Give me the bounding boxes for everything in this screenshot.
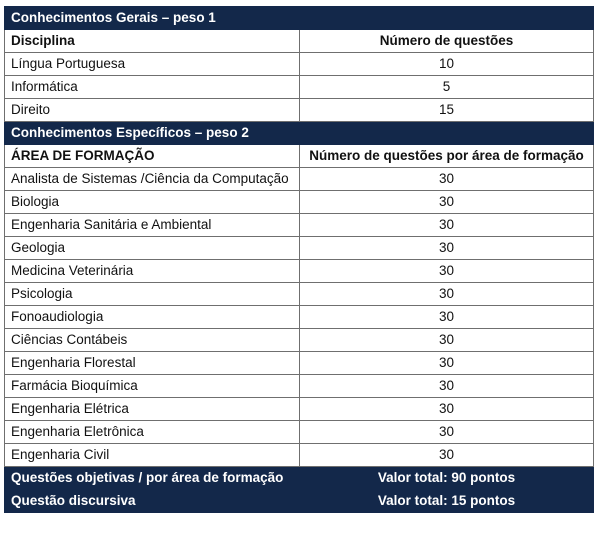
total-discursive-row bbox=[5, 490, 594, 513]
total-objective-row bbox=[5, 467, 594, 490]
area-name: Ciências Contábeis bbox=[5, 329, 300, 352]
question-count: 30 bbox=[300, 375, 594, 398]
section-general-header-row bbox=[5, 30, 594, 53]
total-discursive-label: Questão discursiva bbox=[5, 490, 300, 513]
table-row bbox=[5, 99, 594, 122]
question-count: 30 bbox=[300, 191, 594, 214]
area-name: Engenharia Elétrica bbox=[5, 398, 300, 421]
question-count: 10 bbox=[300, 53, 594, 76]
section-general-band bbox=[5, 7, 594, 30]
table-row bbox=[5, 421, 594, 444]
col-header-questoes-por-area: Número de questões por área de formação bbox=[300, 145, 594, 168]
area-name: Psicologia bbox=[5, 283, 300, 306]
table-row bbox=[5, 375, 594, 398]
area-name: Medicina Veterinária bbox=[5, 260, 300, 283]
question-count: 30 bbox=[300, 283, 594, 306]
question-count: 30 bbox=[300, 352, 594, 375]
area-name: Geologia bbox=[5, 237, 300, 260]
area-name: Engenharia Florestal bbox=[5, 352, 300, 375]
table-row bbox=[5, 444, 594, 467]
subject-name: Direito bbox=[5, 99, 300, 122]
question-count: 30 bbox=[300, 329, 594, 352]
question-count: 30 bbox=[300, 306, 594, 329]
col-header-area-formacao: ÁREA DE FORMAÇÃO bbox=[5, 145, 300, 168]
subject-name: Língua Portuguesa bbox=[5, 53, 300, 76]
col-header-disciplina: Disciplina bbox=[5, 30, 300, 53]
subject-name: Informática bbox=[5, 76, 300, 99]
question-count: 5 bbox=[300, 76, 594, 99]
table-row bbox=[5, 191, 594, 214]
table-row bbox=[5, 53, 594, 76]
area-name: Fonoaudiologia bbox=[5, 306, 300, 329]
section-specific-title: Conhecimentos Específicos – peso 2 bbox=[5, 122, 594, 145]
table-row bbox=[5, 283, 594, 306]
area-name: Analista de Sistemas /Ciência da Computação bbox=[5, 168, 300, 191]
table-row bbox=[5, 329, 594, 352]
question-count: 30 bbox=[300, 421, 594, 444]
table-row bbox=[5, 260, 594, 283]
table-row bbox=[5, 398, 594, 421]
question-count: 30 bbox=[300, 398, 594, 421]
table-row bbox=[5, 352, 594, 375]
col-header-numero-questoes: Número de questões bbox=[300, 30, 594, 53]
table-row bbox=[5, 237, 594, 260]
exam-distribution-table bbox=[4, 6, 594, 513]
area-name: Engenharia Sanitária e Ambiental bbox=[5, 214, 300, 237]
area-name: Biologia bbox=[5, 191, 300, 214]
question-count: 30 bbox=[300, 444, 594, 467]
section-specific-band bbox=[5, 122, 594, 145]
question-count: 30 bbox=[300, 237, 594, 260]
total-discursive-value: Valor total: 15 pontos bbox=[300, 490, 594, 513]
area-name: Farmácia Bioquímica bbox=[5, 375, 300, 398]
area-name: Engenharia Civil bbox=[5, 444, 300, 467]
table-row bbox=[5, 168, 594, 191]
total-objective-label: Questões objetivas / por área de formação bbox=[5, 467, 300, 490]
question-count: 30 bbox=[300, 260, 594, 283]
table-row bbox=[5, 214, 594, 237]
area-name: Engenharia Eletrônica bbox=[5, 421, 300, 444]
question-count: 30 bbox=[300, 214, 594, 237]
question-count: 15 bbox=[300, 99, 594, 122]
table-row bbox=[5, 76, 594, 99]
section-specific-header-row bbox=[5, 145, 594, 168]
question-count: 30 bbox=[300, 168, 594, 191]
total-objective-value: Valor total: 90 pontos bbox=[300, 467, 594, 490]
table-row bbox=[5, 306, 594, 329]
section-general-title: Conhecimentos Gerais – peso 1 bbox=[5, 7, 594, 30]
